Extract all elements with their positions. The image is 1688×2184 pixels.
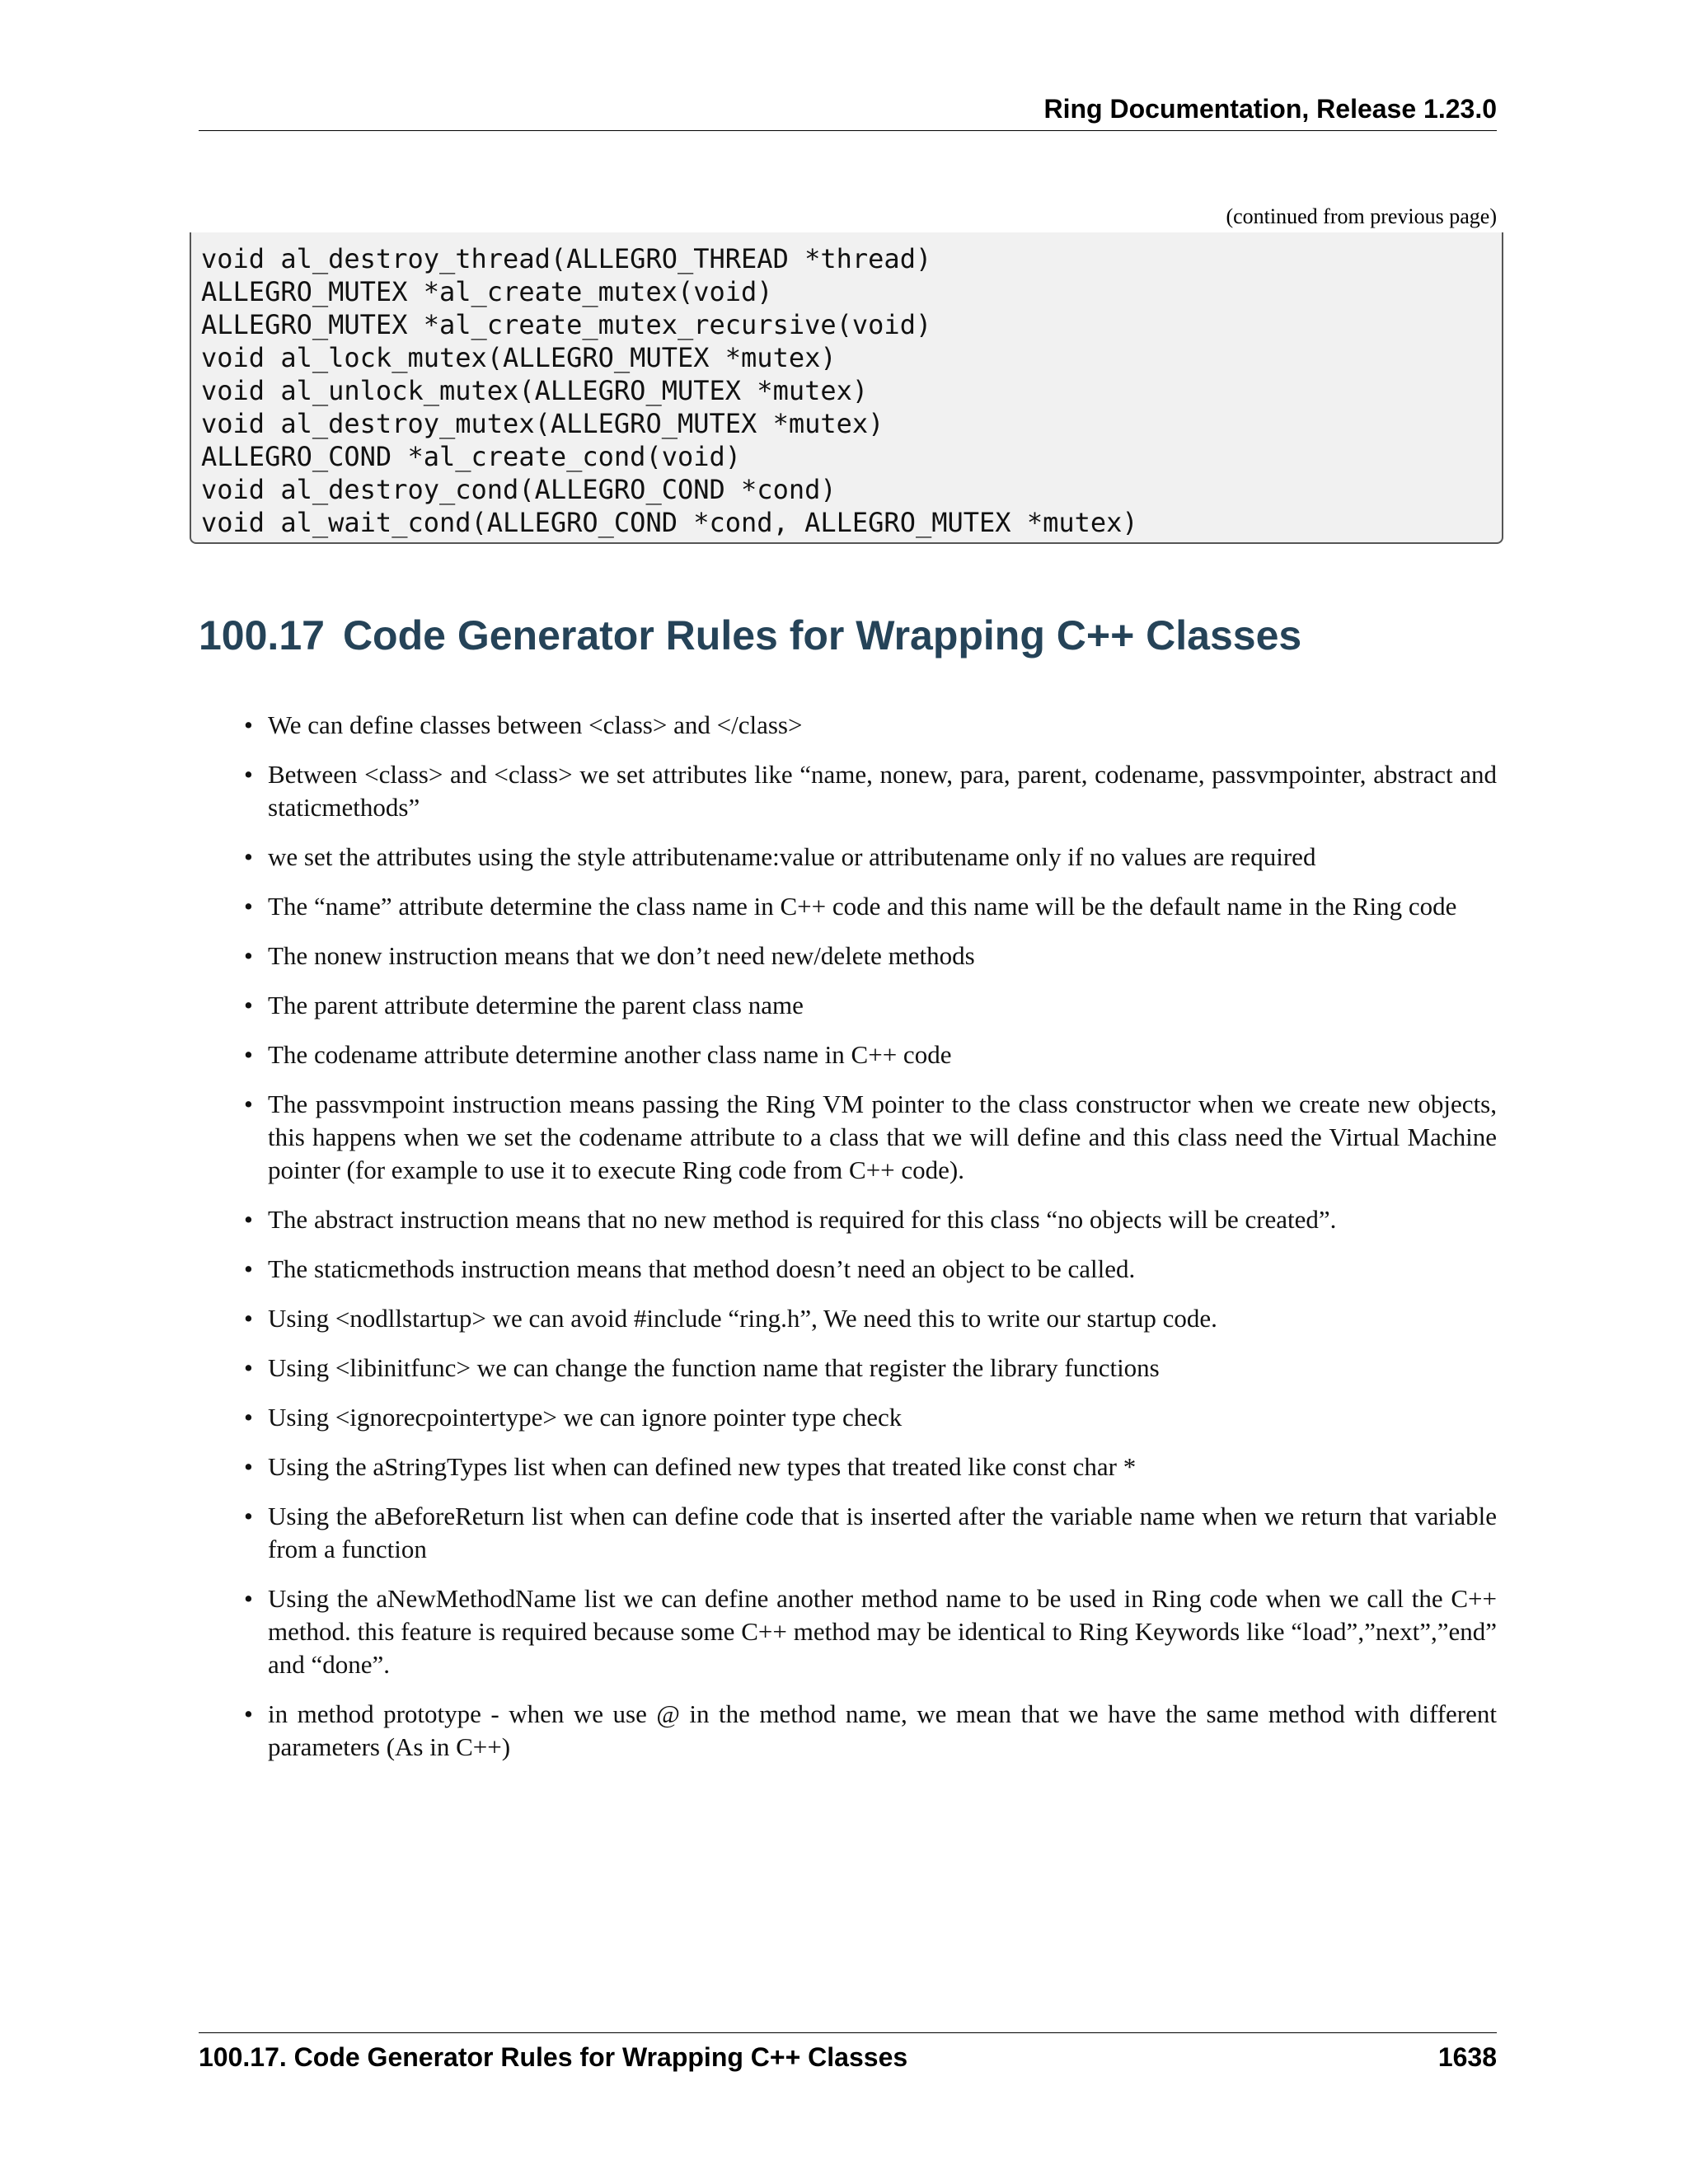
bullet-icon: • [244,760,253,789]
code-lines [201,242,1138,539]
code-line: ALLEGRO_COND *al_create_cond(void) [201,441,742,472]
list-item-text: we set the attributes using the style attributename:value or attributename only if no values are required [268,842,1316,871]
code-line: void al_lock_mutex(ALLEGRO_MUTEX *mutex) [201,342,837,373]
list-item-text: in method prototype - when we use @ in the method name, we mean that we have the same method with different parameters (As in C++) [268,1699,1497,1761]
bullet-icon: • [244,1699,253,1728]
section-number: 100.17 [199,612,325,658]
list-item-text: Using the aNewMethodName list we can define another method name to be used in Ring code when we call the C++ method. this feature is required because some C++ method may be identical to Ring Keywords like “load”,”next”,”end” and “done”. [268,1584,1497,1679]
list-item [199,1401,1497,1434]
code-line: ALLEGRO_MUTEX *al_create_mutex(void) [201,276,773,307]
bullet-icon: • [244,892,253,921]
running-header-title: Ring Documentation, Release 1.23.0 [1043,94,1497,124]
list-item [199,1302,1497,1335]
code-line: void al_wait_cond(ALLEGRO_COND *cond, ALLEGRO_MUTEX *mutex) [201,507,1138,538]
section-heading [199,612,1301,659]
list-item-text: Using <nodllstartup> we can avoid #include “ring.h”, We need this to write our startup code. [268,1304,1217,1333]
list-item [199,1088,1497,1187]
code-line: void al_destroy_cond(ALLEGRO_COND *cond) [201,474,837,505]
list-item-text: Using the aBeforeReturn list when can define code that is inserted after the variable name when we return that variable from a function [268,1502,1497,1563]
bullet-icon: • [244,1040,253,1069]
bullet-icon: • [244,1304,253,1333]
footer-rule [199,2032,1497,2033]
bullet-icon: • [244,842,253,871]
bullet-icon: • [244,941,253,970]
continued-label: (continued from previous page) [1226,204,1497,228]
list-item [199,841,1497,874]
list-item-text: Using <ignorecpointertype> we can ignore pointer type check [268,1403,903,1432]
list-item [199,709,1497,742]
bullet-icon: • [244,1502,253,1530]
code-line: void al_destroy_thread(ALLEGRO_THREAD *thread) [201,243,932,274]
bullet-icon: • [244,991,253,1019]
list-item-text: The nonew instruction means that we don’t need new/delete methods [268,941,975,970]
list-item-text: The abstract instruction means that no new method is required for this class “no objects will be created”. [268,1205,1337,1234]
bullet-icon: • [244,1353,253,1382]
list-item [199,1582,1497,1681]
list-item-text: Between <class> and <class> we set attributes like “name, nonew, para, parent, codename, passvmpointer, abstract and staticmethods” [268,760,1497,822]
list-item-text: The codename attribute determine another class name in C++ code [268,1040,952,1069]
list-item-text: The staticmethods instruction means that method doesn’t need an object to be called. [268,1254,1136,1283]
list-item-text: The “name” attribute determine the class name in C++ code and this name will be the default name in the Ring code [268,892,1457,921]
code-line: ALLEGRO_MUTEX *al_create_mutex_recursive(void) [201,309,932,340]
list-item-text: The passvmpoint instruction means passing the Ring VM pointer to the class constructor when we create new objects, this happens when we set the codename attribute to a class that we will define and this class need the Virtual Machine pointer (for example to use it to execute Ring code from C++ code). [268,1090,1497,1184]
bullet-icon: • [244,1090,253,1118]
bullet-icon: • [244,1205,253,1234]
list-item [199,890,1497,923]
section-title: Code Generator Rules for Wrapping C++ Classes [342,612,1302,658]
footer-section-label: 100.17. Code Generator Rules for Wrapping C++ Classes [199,2042,908,2072]
list-item [199,1698,1497,1764]
list-item [199,989,1497,1022]
list-item [199,1352,1497,1385]
code-line: void al_destroy_mutex(ALLEGRO_MUTEX *mutex) [201,408,884,439]
header-rule [199,130,1497,131]
bullet-icon: • [244,1254,253,1283]
bullet-list [199,709,1497,1780]
list-item [199,758,1497,824]
list-item-text: Using <libinitfunc> we can change the function name that register the library functions [268,1353,1160,1382]
bullet-icon: • [244,1584,253,1613]
list-item-text: We can define classes between <class> and </class> [268,710,803,739]
list-item [199,1500,1497,1566]
bullet-icon: • [244,1403,253,1432]
list-item [199,1203,1497,1236]
code-block [190,232,1503,544]
bullet-icon: • [244,710,253,739]
list-item [199,1451,1497,1483]
list-item-text: Using the aStringTypes list when can defined new types that treated like const char * [268,1452,1137,1481]
bullet-icon: • [244,1452,253,1481]
list-item [199,1038,1497,1071]
code-line: void al_unlock_mutex(ALLEGRO_MUTEX *mutex) [201,375,869,406]
footer-page-number: 1638 [1437,2042,1497,2072]
list-item [199,940,1497,972]
list-item-text: The parent attribute determine the parent class name [268,991,804,1019]
list-item [199,1253,1497,1286]
